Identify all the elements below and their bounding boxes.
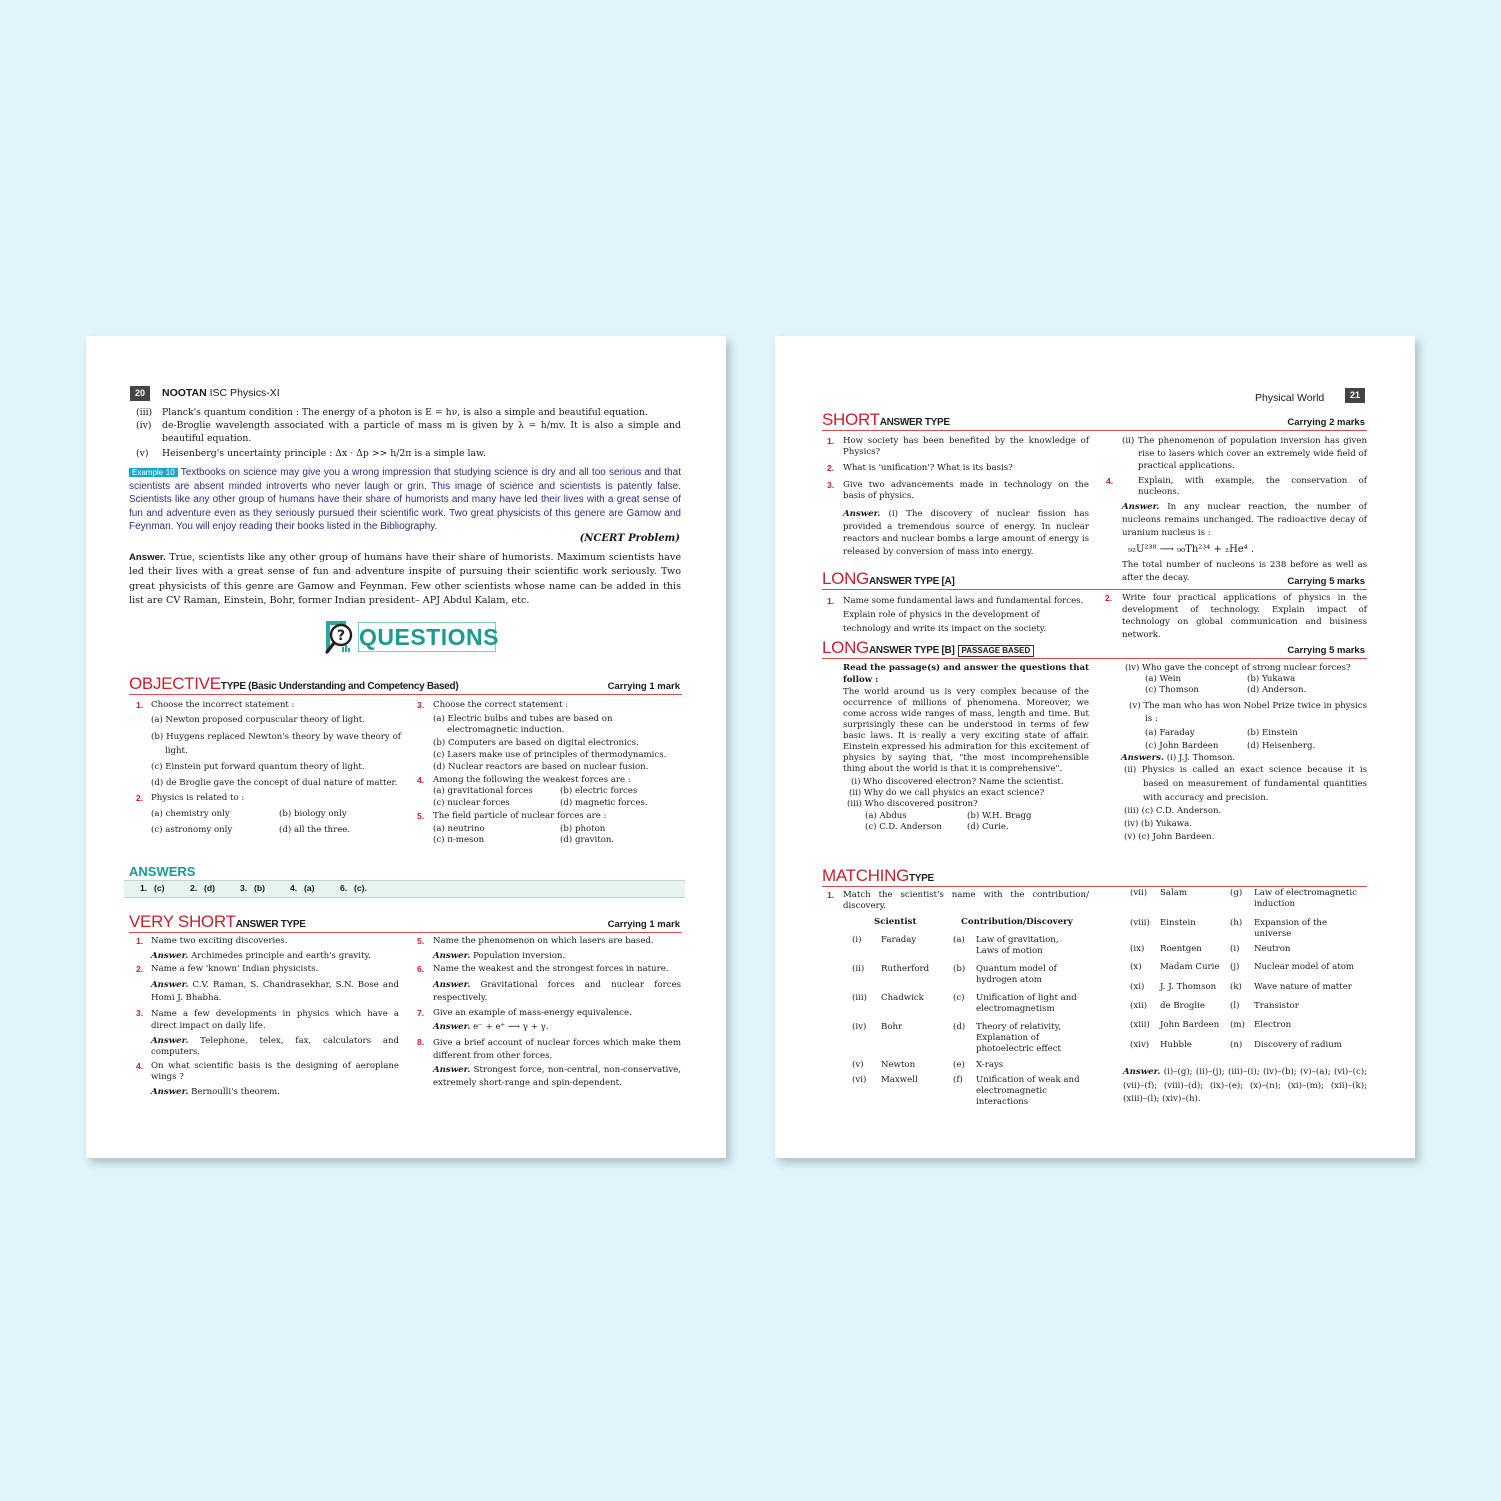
- short-col-left: [827, 436, 1089, 558]
- match-row: (xiii) John Bardeen (m) Electron: [1130, 1020, 1292, 1030]
- questions-banner: [320, 619, 499, 657]
- match-row: (xi) J. J. Thomson (k) Wave nature of matter: [1130, 982, 1352, 992]
- left-page: [86, 336, 726, 1158]
- very-short-header: VERY SHORTANSWER TYPE Carrying 1 mark: [129, 912, 680, 931]
- carry-marks: Carrying 5 marks: [1287, 645, 1365, 656]
- carry-marks: Carrying 1 mark: [607, 681, 680, 692]
- question-item: 2. Physics is related to : (a) chemistry only (b) biology only (c) astronomy only (d) all the three.: [136, 792, 351, 836]
- match-row: (x) Madam Curie (j) Nuclear model of atom: [1130, 962, 1355, 972]
- page-number: 21: [1345, 388, 1365, 403]
- match-row: (ix) Roentgen (i) Neutron: [1130, 944, 1291, 954]
- example-answer: Answer. True, scientists like any other group of humans have their share of humorists. Maximum scientists have led their lives with a great sense of fun and adventure inspite of pursuing their scientific work seriously. Two great physicists of this genre are Gamow and Feynman. Few other scientists whose name can be added in this list are CV Raman, Einstein, Bohr, former Indian president– APJ Abdul Kalam, etc.: [129, 552, 681, 606]
- example-label: Example 10: [129, 468, 178, 477]
- example-block: [129, 466, 681, 534]
- long-b-header: LONGANSWER TYPE [B] PASSAGE BASED Carrying 5 marks: [822, 638, 1365, 657]
- right-page: [775, 336, 1415, 1158]
- col-scientist: Scientist: [874, 917, 917, 928]
- question-item: 4. Among the following the weakest forces are : (a) gravitational forces (b) electric forces (c) nuclear forces (d) magnetic forces.: [417, 775, 648, 808]
- match-row: (vi) Maxwell (f) Unification of weak and electromagnetic interactions: [852, 1075, 1080, 1108]
- questions-title: QUESTIONS: [359, 624, 499, 650]
- answers-bar: 1. (c) 2. (d) 3. (b) 4. (a) 6. (c).: [124, 880, 685, 898]
- matching-rows-left: [852, 935, 1092, 1109]
- question-item: 2. What is 'unification'? What is its basis?: [827, 463, 1013, 474]
- passage-col-right: (iv) Who gave the concept of strong nuclear forces? (a) Wein (b) Yukawa (c) Thomson (d) Anderson. (v) The man who has won Nobel Prize twice in physics is : (a) Faraday (b) Einstein (c) John Bardeen (d) Heisenberg. Answers. (i) J.J. Thomson. (ii) Physics is called an exact science because it is based on measurement of fundamental quantities with accuracy and precision. (iii) (c) C.D. Anderson. (iv) (b) Yukawa. (v) (c) John Bardeen.: [1121, 663, 1367, 843]
- match-row: (iii) Chadwick (c) Unification of light and electromagnetism: [852, 993, 1077, 1015]
- match-row: (i) Faraday (a) Law of gravitation, Laws of motion: [852, 935, 1059, 957]
- carry-marks: Carrying 5 marks: [1287, 576, 1365, 587]
- matching-header: MATCHINGTYPE: [822, 866, 1367, 887]
- objective-header: OBJECTIVETYPE (Basic Understanding and Competency Based) Carrying 1 mark: [129, 674, 680, 693]
- question-item: 1. Name two exciting discoveries. Answer. Archimedes principle and earth's gravity.: [136, 936, 371, 962]
- match-row: (v) Newton (e) X-rays: [852, 1060, 1004, 1070]
- carry-marks: Carrying 2 marks: [1287, 417, 1365, 428]
- question-item: 1. How society has been benefited by the knowledge of Physics?: [827, 436, 1089, 458]
- question-item: 2. Name a few 'known' Indian physicists. Answer. C.V. Raman, S. Chandrasekhar, S.N. Bose and Homi J. Bhabha.: [136, 964, 399, 1004]
- short-col-right: (ii) The phenomenon of population inversion has given rise to lasers which cover an extremely wide field of practical applications. 4. Explain, with example, the conservation of nucleons. Answer. In any nuclear reaction, the number of nucleons remains unchanged. The radioactive decay of uranium nucleus is : ₉₂U²³⁸ ⟶ ₉₀Th²³⁴ + ₂He⁴ . The total number of nucleons is 238 before as well as after the decay.: [1106, 436, 1367, 583]
- match-row: (xii) de Broglie (l) Transistor: [1130, 1001, 1299, 1011]
- svg-text:?: ?: [336, 628, 346, 644]
- question-item: 8. Give a brief account of nuclear forces which make them different from other forces. Answer. Strongest force, non-central, non-conservative, extremely short-range and spin-dependent.: [417, 1037, 681, 1088]
- question-item: 7. Give an example of mass-energy equivalence. Answer. e⁻ + e⁺ ⟶ γ + γ.: [417, 1007, 632, 1032]
- running-head: Physical World: [1255, 392, 1325, 404]
- question-item: 5. Name the phenomenon on which lasers are based. Answer. Population inversion.: [417, 936, 654, 962]
- matching-rows-right: [1130, 888, 1370, 1060]
- match-row: (viii) Einstein (h) Expansion of the universe: [1130, 918, 1328, 940]
- intro-item: (iv) de-Broglie wavelength associated with a particle of mass m is given by λ = h/mv. It is also a simple and beautiful equation.: [136, 420, 681, 444]
- long-a-header: LONGANSWER TYPE [A] Carrying 5 marks: [822, 569, 1365, 588]
- question-item: 1. Choose the incorrect statement : (a) Newton proposed corpuscular theory of light. (b) Huygens replaced Newton's theory by wave theory of light. (c) Einstein put forward quantum theory of light. (d) de Broglie gave the concept of dual nature of matter.: [136, 700, 401, 788]
- matching-answer: Answer. (i)–(g); (ii)–(j); (iii)–(i); (iv)–(b); (v)–(a); (vi)–(c); (vii)–(f); (viii)–(d); (ix)–(e); (x)–(n); (xi)–(m); (xii)–(k); (xiii)–(l); (xiv)–(h).: [1123, 1067, 1368, 1105]
- answers-title: ANSWERS: [129, 864, 196, 879]
- matching-col-left: [827, 890, 1089, 929]
- very-short-col-right: [417, 936, 681, 1089]
- question-item: 3. Name a few developments in physics which have a direct impact on daily life. Answer. Telephone, telex, fax, calculators and computers.: [136, 1007, 399, 1057]
- question-item: 3. Choose the correct statement : (a) Electric bulbs and tubes are based on electromagnetic induction. (b) Computers are based on digital electronics. (c) Lasers make use of principles of thermodynamics. (d) Nuclear reactors are based on nuclear fusion.: [417, 700, 667, 773]
- carry-marks: Carrying 1 mark: [607, 919, 680, 930]
- page-number: 20: [130, 386, 150, 401]
- passage-col-left: Read the passage(s) and answer the questions that follow : The world around us is very complex because of the occurrence of millions of phenomena. Moreover, we come across wide ranges of mass, length and time. But surprisingly these can be understood in terms of few basic laws. It is really a very exciting state of affair. Einstein expressed his admiration for this excitement of physics by saying that, "the most incomprehensible thing about the world is that it is comprehensive". (i) Who discovered electron? Name the scientist. (ii) Why do we call physics an exact science? (iii) Who discovered positron? (a) Abdus (b) W.H. Bragg (c) C.D. Anderson (d) Curie.: [843, 663, 1090, 832]
- example-text: Textbooks on science may give you a wrong impression that studying science is dry and all too serious and that scientists are absent minded introverts who never laugh or grin. This image of science and scientists is patently false. Scientists like any other group of humans have their share of humorists and many have led their lives with a great sense of fun and adventure even as they seriously pursued their scientific work. Two great physicists of this genere are Gamow and Feynman. You will enjoy reading their books listed in the Bibliography.: [129, 467, 681, 533]
- intro-list: [136, 406, 681, 460]
- intro-item: (v) Heisenberg's uncertainty principle : Δx · Δp >> h/2π is a simple law.: [136, 448, 486, 459]
- question-item: 4. Explain, with example, the conservation of nucleons.: [1106, 475, 1367, 497]
- match-row: (ii) Rutherford (b) Quantum model of hydrogen atom: [852, 964, 1057, 986]
- question-item: 1. Match the scientist's name with the contribution/ discovery.: [827, 890, 1089, 912]
- question-item: 1. Name some fundamental laws and fundamental forces. Explain role of physics in the development of technology and write its impact on the society.: [827, 596, 1084, 634]
- question-item: 4. On what scientific basis is the designing of aeroplane wings ? Answer. Bernoulli's theorem.: [136, 1061, 399, 1097]
- objective-col-right: [417, 700, 682, 846]
- question-item: 2. Write four practical applications of physics in the development of technology. Explain impact of technology on global communication and business network.: [1105, 593, 1367, 640]
- col-contribution: Contribution/Discovery: [961, 917, 1073, 928]
- ncert-tag: (NCERT Problem): [579, 533, 680, 544]
- question-item: 6. Name the weakest and the strongest forces in nature. Answer. Gravitational forces and nuclear forces respectively.: [417, 964, 681, 1004]
- short-header: SHORTANSWER TYPE Carrying 2 marks: [822, 410, 1365, 429]
- long-a-col-right: [1105, 592, 1367, 641]
- objective-col-left: [136, 700, 401, 836]
- intro-item: (iii) Planck's quantum condition : The energy of a photon is E = hν, is also a simple and beautiful equation.: [136, 407, 648, 418]
- match-row: (vii) Salam (g) Law of electromagnetic induction: [1130, 888, 1357, 910]
- book-subtitle: ISC Physics-XI: [209, 387, 280, 399]
- question-item: 5. The field particle of nuclear forces are : (a) neutrino (b) photon (c) π-meson (d) graviton.: [417, 810, 615, 846]
- question-item: 3. Give two advancements made in technology on the basis of physics. Answer. (i) The discovery of nuclear fission has provided a tremendous source of energy. In nuclear reactors and nuclear bombs a large amount of energy is released by conversion of mass into energy.: [827, 479, 1089, 557]
- passage-badge: PASSAGE BASED: [958, 645, 1035, 657]
- match-row: (iv) Bohr (d) Theory of relativity, Explanation of photoelectric effect: [852, 1022, 1062, 1055]
- passage-text: The world around us is very complex because of the occurrence of millions of phenomena. Moreover, we come across wide ranges of mass, length and time. But surprisingly these can be understood in terms of few basic laws. It is really a very exciting state of affair. Einstein expressed his admiration for this excitement of physics by saying that, "the most incomprehensible thing about the world is that it is comprehensive".: [843, 687, 1089, 774]
- decay-equation: ₉₂U²³⁸ ⟶ ₉₀Th²³⁴ + ₂He⁴ .: [1128, 543, 1255, 555]
- long-a-col-left: [827, 594, 1089, 636]
- book-title: NOOTAN: [162, 387, 207, 399]
- match-row: (xiv) Hubble (n) Discovery of radium: [1130, 1040, 1342, 1050]
- running-head: [162, 387, 280, 399]
- very-short-col-left: [136, 936, 399, 1098]
- magnifier-question-icon: [320, 617, 360, 657]
- answer-label: Answer.: [129, 552, 166, 563]
